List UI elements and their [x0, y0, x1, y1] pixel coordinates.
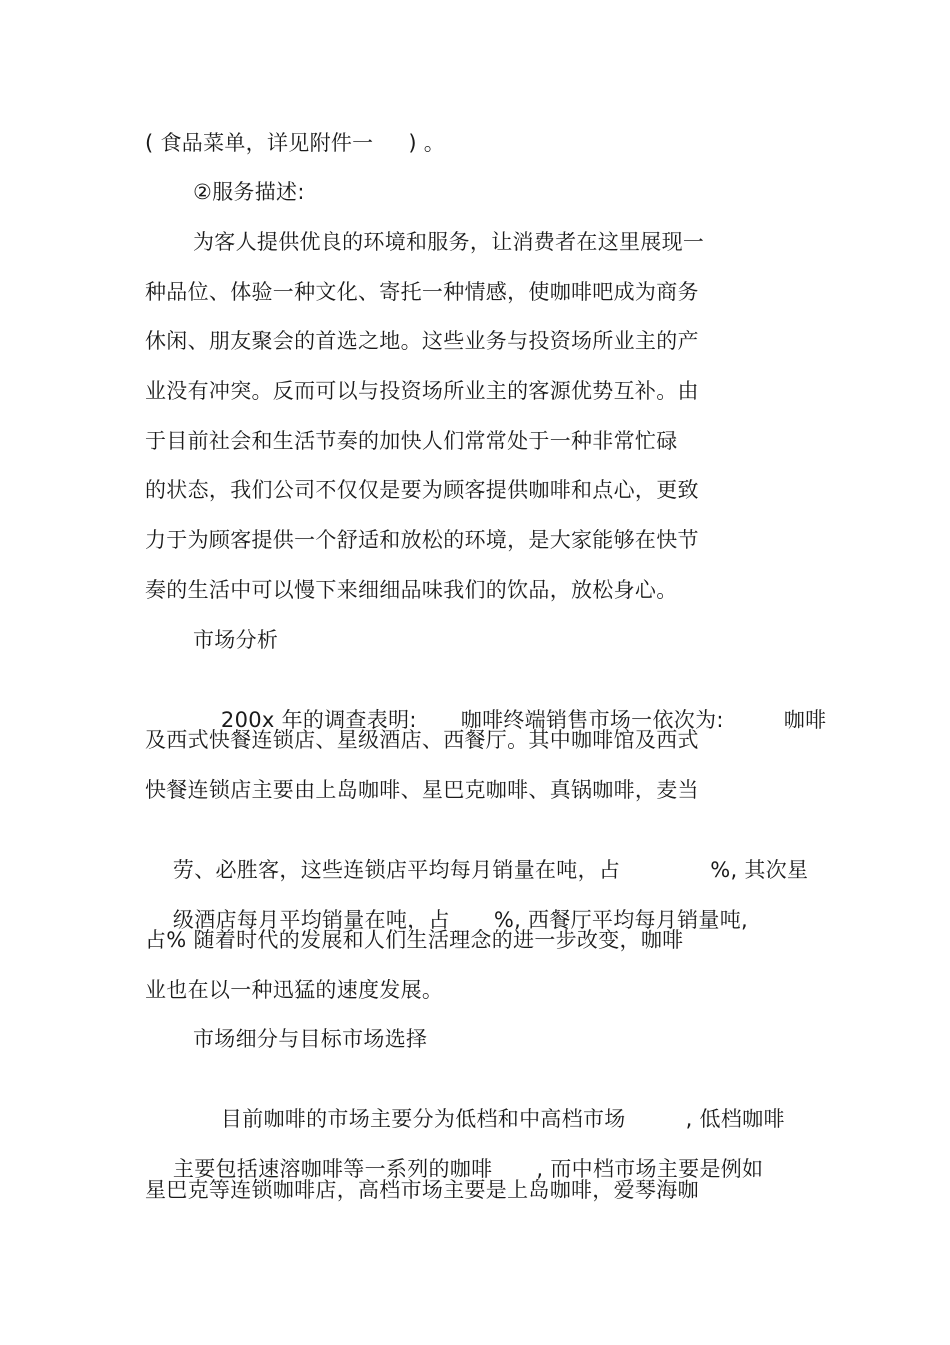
text-segment: %, 其次星	[710, 858, 809, 882]
section-heading-segmentation: 市场细分与目标市场选择	[193, 1027, 428, 1051]
text-segment: 级酒店每月平均销量在吨，占	[172, 908, 450, 932]
text-line: 星巴克等连锁咖啡店，高档市场主要是上岛咖啡，爱琴海咖	[145, 1178, 699, 1202]
text-segment: 劳、必胜客，这些连锁店平均每月销量在吨，占	[172, 858, 621, 882]
text-segment: 主要包括速溶咖啡等一系列的咖啡	[172, 1157, 493, 1181]
text-line: ( 食品菜单，详见附件一 ) 。	[145, 131, 446, 155]
text-line: 于目前社会和生活节奏的加快人们常常处于一种非常忙碌	[145, 429, 678, 453]
text-line: 休闲、朋友聚会的首选之地。这些业务与投资场所业主的产	[145, 329, 699, 353]
text-line: 种品位、体验一种文化、寄托一种情感，使咖啡吧成为商务	[145, 280, 699, 304]
text-segment: 目前咖啡的市场主要分为低档和中高档市场	[220, 1107, 626, 1131]
text-segment: 咖啡终端销售市场一依次为:	[460, 708, 724, 732]
text-line: 占% 随着时代的发展和人们生活理念的进一步改变，咖啡	[145, 928, 684, 952]
text-line: 业没有冲突。反而可以与投资场所业主的客源优势互补。由	[145, 379, 699, 403]
text-line: 为客人提供优良的环境和服务，让消费者在这里展现一	[193, 230, 705, 254]
text-segment: , 低档咖啡	[685, 1107, 785, 1131]
text-line: 快餐连锁店主要由上岛咖啡、星巴克咖啡、真锅咖啡，麦当	[145, 778, 699, 802]
text-line: 力于为顾客提供一个舒适和放松的环境，是大家能够在快节	[145, 528, 699, 552]
text-line: 的状态，我们公司不仅仅是要为顾客提供咖啡和点心，更致	[145, 478, 699, 502]
section-heading-market-analysis: 市场分析	[193, 628, 279, 652]
text-segment: %, 西餐厅平均每月销量吨,	[493, 908, 748, 932]
text-segment: 200x 年的调查表明:	[220, 708, 417, 732]
section-heading-service: ②服务描述:	[193, 180, 305, 204]
text-segment: , 而中档市场主要是例如	[536, 1157, 764, 1181]
text-segment: 咖啡	[783, 708, 827, 732]
text-line: 及西式快餐连锁店、星级酒店、西餐厅。其中咖啡馆及西式	[145, 728, 699, 752]
text-line: 奏的生活中可以慢下来细细品味我们的饮品，放松身心。	[145, 578, 678, 602]
text-line: 业也在以一种迅猛的速度发展。	[145, 978, 444, 1002]
